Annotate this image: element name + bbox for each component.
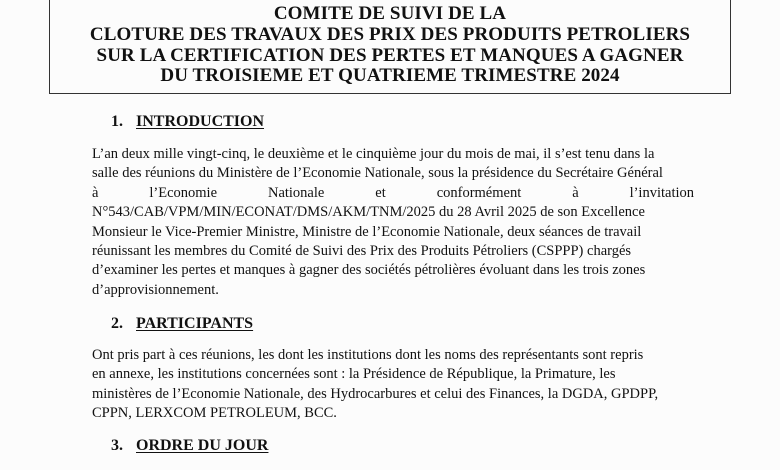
paragraph-line: L’an deux mille vingt-cinq, le deuxième et le cinquième jour du mois de mai, il s’est tenu dans la [92,146,655,162]
participants-paragraph [92,346,694,424]
paragraph-line-justified [92,184,694,203]
title-line-2: CLOTURE DES TRAVAUX DES PRIX DES PRODUITS PETROLIERS [89,24,691,45]
paragraph-line: Ont pris part à ces réunions, les dont les institutions dont les noms des représentants sont repris [92,347,644,363]
title-line-3: SUR LA CERTIFICATION DES PERTES ET MANQUES A GAGNER [96,45,684,66]
section-title: PARTICIPANTS [136,315,254,332]
section-number: 3. [111,437,123,454]
section-heading-introduction [111,113,264,131]
paragraph-line: en annexe, les institutions concernées sont : la Présidence de République, la Primature, les [92,366,616,383]
title-line-4: DU TROISIEME ET QUATRIEME TRIMESTRE 2024 [160,65,620,86]
word: Nationale [267,184,325,201]
paragraph-line: salle des réunions du Ministère de l’Economie Nationale, sous la présidence du Secrétaire Général [92,165,663,182]
paragraph-line: Monsieur le Vice-Premier Ministre, Ministre de l’Economie Nationale, deux séances de travail [92,223,642,240]
word: l’invitation [629,184,694,201]
paragraph-line: d’approvisionnement. [92,281,219,298]
title-box [49,0,731,94]
section-number: 2. [111,315,123,332]
word: à [92,184,99,201]
paragraph-line: d’examiner les pertes et manques à gagner des sociétés pétrolières évoluant dans les trois zones [92,262,646,279]
section-heading-ordre-du-jour [111,437,268,455]
word: l’Economie [149,184,218,201]
word: à [572,184,579,201]
section-number: 1. [111,113,123,130]
paragraph-line: réunissant les membres du Comité de Suivi des Prix des Produits Pétroliers (CSPPP) chargés [92,243,632,260]
paragraph-line: CPPN, LERXCOM PETROLEUM, BCC. [92,405,337,422]
paragraph-line: ministères de l’Economie Nationale, des Hydrocarbures et celui des Finances, la DGDA, GPDPP, [92,385,659,402]
introduction-paragraph [92,145,694,300]
section-title: INTRODUCTION [136,113,265,130]
paragraph-line: N°543/CAB/VPM/MIN/ECONAT/DMS/AKM/TNM/2025 du 28 Avril 2025 de son Excellence [92,204,645,221]
section-title: ORDRE DU JOUR [136,437,269,454]
word: et [375,184,386,201]
section-heading-participants [111,315,253,333]
word: conformément [436,184,522,201]
title-line-1: COMITE DE SUIVI DE LA [273,3,507,24]
